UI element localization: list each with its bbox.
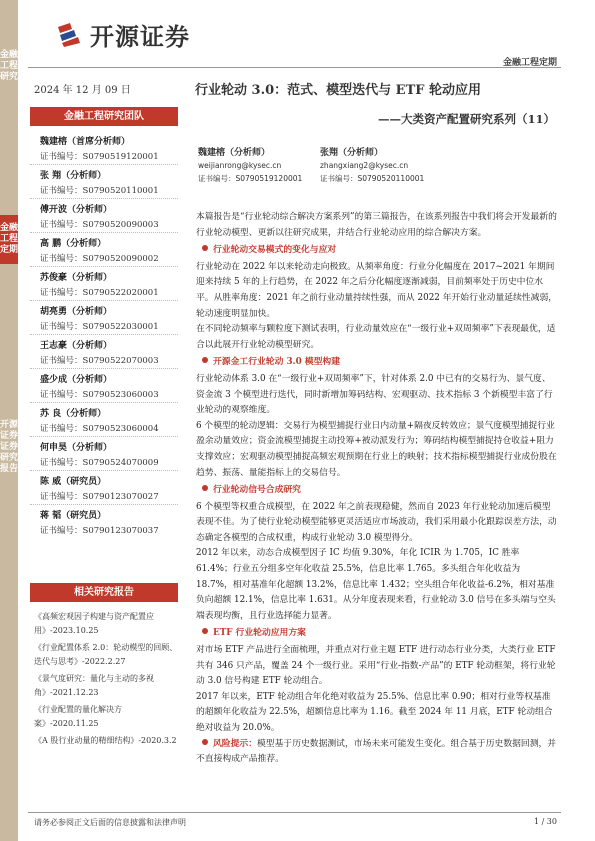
analyst-name: 苏 良（分析师）: [40, 409, 107, 419]
side-label-top: 金融工程研究: [0, 50, 19, 82]
bullet-icon: [202, 628, 208, 634]
analyst-cert: 证书编号：S0790522030001: [40, 322, 159, 332]
bullet-icon: [202, 485, 208, 491]
analyst-cert: 证书编号：S0790123070037: [40, 526, 159, 536]
risk-warning: 风险提示：模型基于历史数据测试，市场未来可能发生变化。组合基于历史数据回测，并不直接构成产品推荐。: [196, 738, 557, 765]
author-card: [320, 145, 470, 184]
analyst-name: 高 鹏（分析师）: [40, 239, 107, 249]
analyst-name: 苏俊豪（分析师）: [40, 273, 113, 283]
analyst-item: [40, 134, 178, 168]
author-name: 张翔（分析师）: [320, 148, 384, 158]
analyst-item: [40, 508, 178, 542]
section-heading: 行业轮动信号合成研究: [196, 483, 558, 499]
analyst-name: 盛少成（分析师）: [40, 375, 113, 385]
analyst-item: [40, 202, 178, 236]
paragraph: 行业轮动体系 3.0 在“一级行业+双周频率”下，针对体系 2.0 中已有的交易行为、景气度、资金流 3 个模型进行迭代，同时新增加筹码结构、宏观驱动、技术指标 3 个新模型丰富了行业轮动的观察维度。: [196, 373, 553, 416]
analyst-cert: 证书编号：S0790522070003: [40, 356, 159, 366]
footer-divider: [28, 812, 561, 813]
bullet-icon: [202, 357, 208, 363]
analyst-list: [40, 134, 178, 542]
author-email[interactable]: zhangxiang2@kysec.cn: [320, 161, 409, 170]
brand-name: 开源证券: [90, 22, 190, 51]
report-category: 金融工程定期: [502, 58, 557, 68]
brand-logo-icon: [56, 21, 82, 47]
related-report-link[interactable]: 《高频宏观因子构建与资产配置应用》-2023.10.25: [34, 612, 154, 635]
paragraph: 2012 年以来，动态合成模型因子 IC 均值 9.30%，年化 ICIR 为 1.705，IC 胜率 61.4%；行业五分组多空年化收益 25.5%，信息比率 1.765。多头组合年化收益为 18.7%，相对基准年化超额 13.2%，信息比率 1.432；空头组合年化收益-6.2%，相对基准负向超额 12.1%，信息比率 1.631。从分年度表现来看，行业轮动 3.0 信号在多头端与空头端表现均衡，且行业选择能力显著。: [196, 548, 556, 621]
analyst-item: [40, 406, 178, 440]
analyst-name: 胡亮勇（分析师）: [40, 307, 113, 317]
report-date: 2024 年 12 月 09 日: [34, 85, 131, 96]
report-subtitle: ——大类资产配置研究系列（11）: [377, 112, 555, 126]
paragraph: 6 个模型等权重合成模型，在 2022 年之前表现稳健，然而自 2023 年行业轮动加速后模型表现不佳。为了使行业轮动模型能够更灵活适应市场波动，我们采用最小化跟踪误差方法，动态确定各模型的合成权重，构成行业轮动 3.0 模型得分。: [196, 501, 557, 543]
page-number: 1 / 30: [533, 817, 557, 826]
paragraph: 6 个模型的轮动逻辑：交易行为模型捕捉行业日内动量+隔夜反转效应；景气度模型捕捉行业盈余动量效应；资金流模型捕捉主动投筹+被动派发行为；筹码结构模型捕捉持仓收益+阻力支撑效应；宏观驱动模型捕捉高频宏观预期在行业上的映射；技术指标模型捕捉行业成份股在趋势、振荡、量能指标上的交易信号。: [196, 420, 557, 478]
analyst-cert: 证书编号：S0790519120001: [40, 152, 159, 162]
analyst-item: [40, 236, 178, 270]
side-label-bottom: 开源证券 证券研究报告: [0, 420, 19, 474]
footer-disclaimer: 请务必参阅正文后面的信息披露和法律声明: [34, 818, 186, 827]
paragraph: 在不同轮动频率与颗粒度下测试表明，行业动量效应在“一级行业+双周频率”下表现最优，适合以此展开行业轮动模型研究。: [196, 324, 556, 350]
related-report-link[interactable]: 《行业配置的量化解决方案》-2020.11.25: [34, 705, 122, 728]
related-report-link[interactable]: 《行业配置体系 2.0：轮动模型的回顾、迭代与思考》-2022.2.27: [34, 643, 178, 666]
analyst-cert: 证书编号：S0790523060004: [40, 424, 159, 434]
paragraph: 对市场 ETF 产品进行全面梳理，并重点对行业主题 ETF 进行动态行业分类，大类行业 ETF 共有 346 只产品，覆盖 24 个一级行业。采用“行业-指数-产品”的 ETF 轮动框架，将行业轮动 3.0 信号构建 ETF 轮动组合。: [196, 645, 556, 687]
analyst-cert: 证书编号：S0790123070027: [40, 492, 159, 502]
report-title: 行业轮动 3.0：范式、模型迭代与 ETF 轮动应用: [195, 83, 482, 98]
brand-logo: [56, 19, 190, 49]
analyst-cert: 证书编号：S0790524070009: [40, 458, 159, 468]
analyst-cert: 证书编号：S0790520110001: [40, 186, 159, 196]
analyst-cert: 证书编号：S0790522020001: [40, 288, 159, 298]
author-cert: 证书编号：S0790520110001: [320, 174, 425, 183]
related-reports-list: [34, 610, 180, 751]
analyst-name: 蒋 韬（研究员）: [40, 511, 107, 521]
analyst-item: [40, 474, 178, 508]
section-heading: 开源金工行业轮动 3.0 模型构建: [196, 355, 558, 371]
bullet-icon: [202, 245, 208, 251]
report-body: [196, 210, 558, 768]
analyst-cert: 证书编号：S0790523060003: [40, 390, 159, 400]
side-strip: [0, 0, 18, 841]
section-heading: ETF 行业轮动应用方案: [196, 626, 558, 642]
analyst-name: 陈 威（研究员）: [40, 477, 107, 487]
analyst-item: [40, 440, 178, 474]
author-email[interactable]: weijianrong@kysec.cn: [198, 161, 282, 170]
analyst-item: [40, 338, 178, 372]
author-name: 魏建榕（分析师）: [198, 148, 271, 158]
related-report-link[interactable]: 《景气度研究：量化与主动的多视角》-2021.12.23: [34, 674, 154, 697]
team-title: 金融工程研究团队: [30, 107, 178, 126]
bullet-icon: [202, 739, 208, 745]
analyst-name: 王志豪（分析师）: [40, 341, 113, 351]
related-reports-title: 相关研究报告: [30, 583, 178, 602]
analyst-cert: 证书编号：S0790520090003: [40, 220, 159, 230]
side-label-middle: 金融工程定期: [0, 215, 18, 264]
analyst-item: [40, 168, 178, 202]
analyst-cert: 证书编号：S0790520090002: [40, 254, 159, 264]
paragraph: 行业轮动在 2022 年以来轮动走向极致。从频率角度：行业分化幅度在 2017~2021 年期间迎来持续 5 年的上行趋势，在 2022 年之后分化幅度逐渐减弱，目前频率处于历史中位水平。从胜率角度：2021 年之前行业动量持续性强，而从 2022 年开始行业动量延续性减弱，轮动速度明显加快。: [196, 261, 558, 319]
author-cert: 证书编号：S0790519120001: [198, 174, 303, 183]
analyst-item: [40, 372, 178, 406]
analyst-name: 魏建榕（首席分析师）: [40, 137, 131, 147]
intro-paragraph: 本篇报告是“行业轮动综合解决方案系列”的第三篇报告，在该系列报告中我们将会开发最新的行业轮动模型、更新以往研究成果，并结合行业轮动应用的综合解决方案。: [196, 212, 557, 238]
paragraph: 2017 年以来，ETF 轮动组合年化绝对收益为 25.5%、信息比率 0.90；相对行业等权基准的超额年化收益为 22.5%，超额信息比率为 1.16。截至 2024 年 11 月底，ETF 轮动组合绝对收益为 20.0%。: [196, 691, 553, 733]
analyst-item: [40, 270, 178, 304]
section-heading: 行业轮动交易模式的变化与应对: [196, 243, 558, 259]
analyst-name: 张 翔（分析师）: [40, 171, 107, 181]
analyst-name: 傅开波（分析师）: [40, 205, 113, 215]
analyst-name: 何申昊（分析师）: [40, 443, 113, 453]
related-report-link[interactable]: 《A 股行业动量的精细结构》-2020.3.2: [34, 736, 177, 745]
header-divider: [28, 67, 561, 68]
analyst-item: [40, 304, 178, 338]
